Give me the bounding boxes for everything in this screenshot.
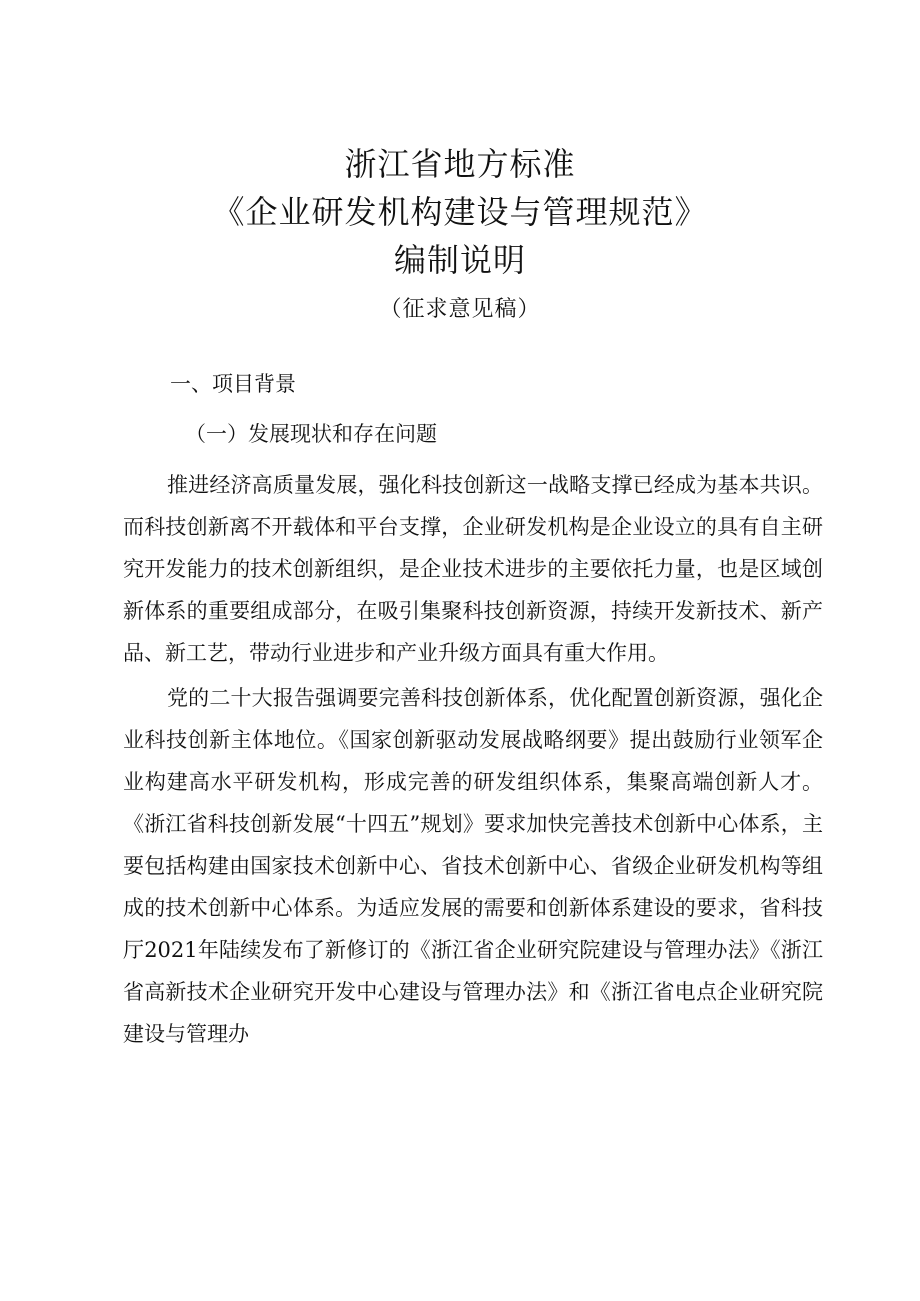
document-body bbox=[123, 366, 823, 1058]
body-paragraph-2: 党的二十大报告强调要完善科技创新体系，优化配置创新资源，强化企业科技创新主体地位。《国家创新驱动发展战略纲要》提出鼓励行业领军企业构建高水平研发机构，形成完善的研发组织体系，集聚高端创新人才。《浙江省科技创新发展“十四五”规划》要求加快完善技术创新中心体系，主要包括构建由国家技术创新中心、省技术创新中心、省级企业研发机构等组成的技术创新中心体系。为适应发展的需要和创新体系建设的要求，省科技厅2021年陆续发布了新修订的《浙江省企业研究院建设与管理办法》《浙江省高新技术企业研究开发中心建设与管理办法》和《浙江省电点企业研究院建设与管理办 bbox=[123, 686, 823, 1046]
body-paragraph-1: 推进经济高质量发展，强化科技创新这一战略支撑已经成为基本共识。而科技创新离不开载体和平台支撑，企业研发机构是企业设立的具有自主研究开发能力的技术创新组织，是企业技术进步的主要依托力量，也是区域创新体系的重要组成部分，在吸引集聚科技创新资源，持续开发新技术、新产品、新工艺，带动行业进步和产业升级方面具有重大作用。 bbox=[123, 473, 823, 665]
document-title-line-1: 浙江省地方标准 bbox=[344, 145, 576, 183]
title-block bbox=[0, 140, 920, 330]
subsection-heading: （一）发展现状和存在问题 bbox=[185, 422, 437, 446]
document-title-line-2: 《企业研发机构建设与管理规范》 bbox=[212, 193, 708, 231]
document-subtitle: （征求意见稿） bbox=[379, 297, 541, 322]
section-heading: 一、项目背景 bbox=[170, 372, 296, 396]
document-title-line-3: 编制说明 bbox=[393, 241, 526, 279]
